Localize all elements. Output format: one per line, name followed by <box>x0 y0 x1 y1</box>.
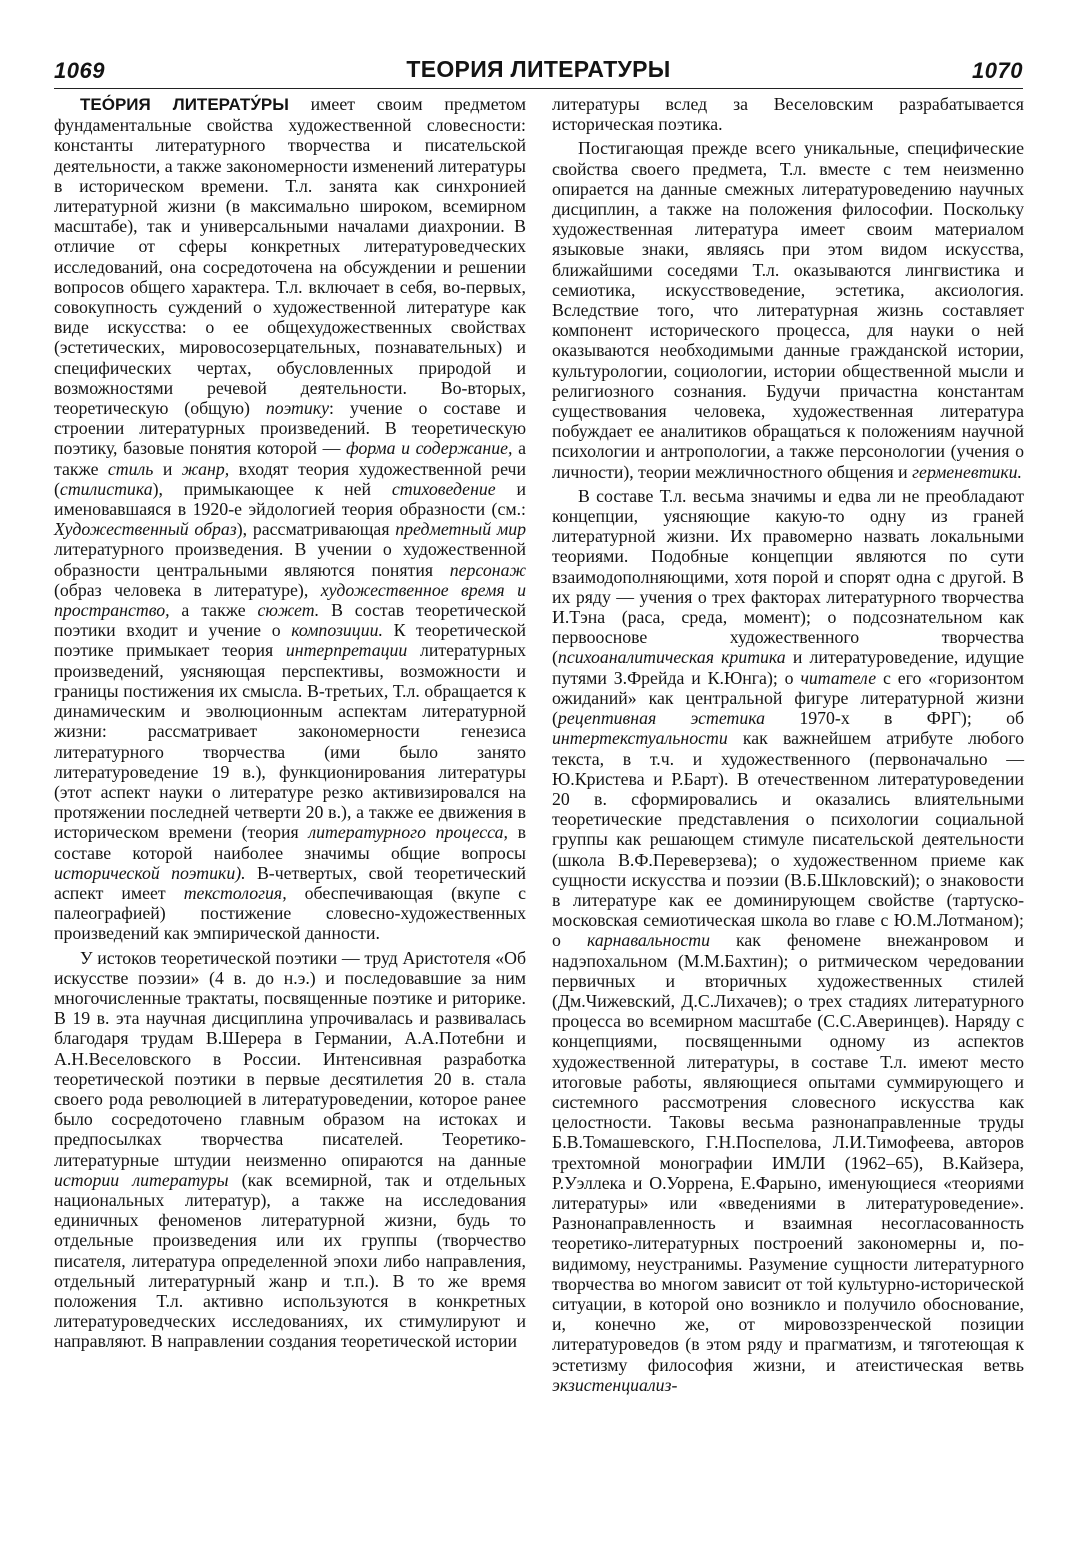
text: а также <box>54 438 526 479</box>
text: Постигающая прежде всего уникальные, специфические свойства своего предмета, Т.л. вместе с тем неизменно опирается на данные смежных литературоведению научных дисциплин, а также на положения философии. Поскольку художественная литература имеет своим материалом языковые знаки, являясь при этом видом искусства, ближайшими соседями Т.л. оказываются лингвистика и семиотика, искусствоведение, эстетика, аксиология. Вследствие того, что литературная жизнь составляет компонент исторического процесса, для науки о ней оказываются необходимыми данные гражданской истории, культурологии, социологии, истории общественной мысли и религиозного сознания. Будучи причастна константам существования человека, художественная литература побуждает ее аналитиков обращаться к положениям научной психологии и антропологии, а также персонологии (учения о личности), теории межличностного общения и <box>552 138 1024 482</box>
term-link[interactable]: предметный мир <box>395 519 526 540</box>
term-link[interactable]: литературного процесса, <box>308 822 508 843</box>
term-link[interactable]: истории литературы <box>54 1169 229 1190</box>
text: (как всемирной, так и отдельных национальных литератур), а также на исследования единичных феноменов литературной жизни, будь то отдельные произведения или их группы (творчество писателя, литература определенной эпохи либо направления, отдельный литературный жанр и т.п.). В то же время положения Т.л. активно используются в конкретных литературоведческих исследованиях, их стимулируют и направляют. В направлении создания теоретической истории <box>54 1169 527 1352</box>
text: имеет своим предметом фундаментальные свойства художественной словесности: константы литературного творчества и писательской деятельности, а также закономерности изменений литературы в историческом времени. Т.л. занята как синхронией литературной жизни (в максимально широком, всемирном масштабе), так и универсальными началами диахронии. В отличие от сферы конкретных литературоведческих исследований, она сосредоточена на обсуждении и решении вопросов общего характера. Т.л. включает в себя, во-первых, совокупность суждений о художественной литературе как виде искусства: о ее общехудожественных свойствах (эстетических, мировосозерцательных, познавательных) и специфических чертах, обусловленных природой и возможностями речевой деятельности. Во-вторых, теоретическую (общую) <box>54 94 526 419</box>
text: 1970-х в ФРГ); об <box>765 708 1025 729</box>
text: литературных произведений, уясняющая перспективы, возможности и границы постижения их смысла. В-третьих, Т.л. обращается к динамическим и эволюционным аспектам литературной жизни: рассматривает закономерности генезиса литературного творчества (ими было занято литературоведение 19 в.), функционирования литературы (этот аспект науки о литературе резко активизировался на протяжении последней четверти 20 в.), а также ее движения в историческом времени (теория <box>54 640 526 843</box>
text: и <box>153 458 182 479</box>
term-link[interactable]: стиховедение <box>391 478 496 499</box>
text: В состав теоретической поэтики входит и учение о <box>54 600 526 641</box>
term-link[interactable]: интерпретации <box>285 640 408 661</box>
text: в составе которой наиболее значимы общие вопросы <box>54 822 527 863</box>
term-link[interactable]: стиль <box>107 458 154 479</box>
term-link[interactable]: текстология, <box>183 882 287 903</box>
paragraph-definition <box>54 94 526 944</box>
paragraph-local-theories <box>552 486 1024 1395</box>
term-link[interactable]: герменевтики. <box>912 461 1023 482</box>
text: обеспечивающая (вкупе с палеографией) постижение словесно-художественных произведений как эмпирической данности. <box>54 882 526 944</box>
term-link[interactable]: композиции. <box>291 620 383 641</box>
text: ), рассматривающая <box>236 519 396 540</box>
term-link[interactable]: жанр, <box>181 458 230 479</box>
text: литературного произведения. В учении о художественной образности центральными являются понятия <box>54 539 526 580</box>
term-link[interactable]: поэтику <box>265 398 329 419</box>
right-column <box>552 94 1024 1399</box>
term-link[interactable]: интертекстуальности <box>552 728 728 749</box>
left-column <box>54 94 526 1356</box>
text: В составе Т.л. весьма значимы и едва ли не преобладают концепции, уясняющие какую-то одну из граней литературной жизни. Их правомерно назвать локальными теориями. Подобные концепции являются по сути взаимодополняющими, хотя порой и спорят одна с другой. В их ряду — учения о трех факторах литературного творчества И.Тэна (раса, среда, момент); о подсознательном как первооснове художественного творчества ( <box>552 485 1024 668</box>
paragraph-related-disciplines <box>552 138 1024 481</box>
text: К теоретической поэтике примыкает теория <box>54 620 526 661</box>
text: и именовавшаяся в 1920-е эйдологией теория образности (см.: <box>54 478 526 520</box>
text: с его «горизонтом ожиданий» как центральной фигуре литературной жизни ( <box>552 667 1024 729</box>
running-title: ТЕОРИЯ ЛИТЕРАТУРЫ <box>406 56 671 82</box>
term-link[interactable]: карнавальности <box>586 930 710 951</box>
term-link[interactable]: стилистика <box>59 478 153 499</box>
term-link[interactable]: сюжет. <box>257 600 320 621</box>
term-link[interactable]: художественное время и пространство, <box>54 579 526 621</box>
term-link[interactable]: персонаж <box>449 559 526 580</box>
page-number-left: 1069 <box>54 58 105 83</box>
text: а также <box>169 600 258 621</box>
header-rule <box>54 88 1023 89</box>
text: (образ человека в литературе), <box>54 579 321 600</box>
text: : учение о составе и строении литературных произведений. В теоретическую поэтику, базовые понятия которой — <box>54 398 526 459</box>
term-link[interactable]: Художественный образ <box>54 519 237 540</box>
page-number-right: 1070 <box>972 58 1023 83</box>
term-link[interactable]: читателе <box>800 667 877 688</box>
term-link[interactable]: экзистенциализ- <box>552 1374 678 1395</box>
text: как важнейшем атрибуте любого текста, в т.ч. и художественного (первоначально — Ю.Кристева и Р.Барт). В отечественном литературоведении 20 в. сформировались и оказались влиятельными теоретические представления о психологии социальной группы как решающем стимуле писательской деятельности (школа В.Ф.Переверзева); о художественном приеме как сущности искусства и поэзии (В.Б.Шкловский); о знаковости в литературе как ее доминирующем свойстве (тартуско-московская семиотическая школа во главе с Ю.М.Лотманом); о <box>552 728 1024 951</box>
paragraph-continued <box>552 94 1024 134</box>
term-link[interactable]: психоаналитическая критика <box>557 647 786 668</box>
text: литературы вслед за Веселовским разрабатывается историческая поэтика. <box>552 94 1024 135</box>
text: входят теория художественной речи ( <box>54 458 526 499</box>
text: ), примыкающее к ней <box>152 478 392 499</box>
paragraph-history <box>54 948 526 1352</box>
term-link[interactable]: форма и содержание, <box>345 438 513 459</box>
text: как феномене внежанровом и надэпохальном (М.М.Бахтин); о ритмическом чередовании первичных и вторичных художественных стилей (Дм.Чижевский, Д.С.Лихачев); о трех стадиях литературного процесса во всемирном масштабе (С.С.Аверинцев). Наряду с концепциями, посвященными одному из аспектов художественной литературы, в составе Т.л. имеют место итоговые работы, являющиеся опытами суммирующего и системного рассмотрения словесного искусства как целостности. Таковы весьма разнонаправленные труды Б.В.Томашевского, Г.Н.Поспелова, Л.И.Тимофеева, авторов трехтомной монографии ИМЛИ (1962–65), В.Кайзера, Р.Уэллека и О.Уоррена, Е.Фарыно, именующиеся «теориями литературы» или «введениями в литературоведение». Разнонаправленность и взаимная несогласованность теоретико-литературных построений закономерны и, по-видимому, неустранимы. Разумение сущности литературного творчества во многом зависит от той культурно-исторической ситуации, в которой оно возникло и получило обоснование, и, конечно же, от мировоззренческой позиции литературоведов (в этом ряду и прагматизм, и тяготеющая к эстетизму философия жизни, и атеистическая ветвь <box>552 930 1024 1375</box>
term-link[interactable]: исторической поэтики). <box>54 862 246 883</box>
text: У истоков теоретической поэтики — труд Аристотеля «Об искусстве поэзии» (4 в. до н.э.) и последовавшие за ним многочисленные трактаты, посвященные поэтике и риторике. В 19 в. эта научная дисциплина упрочивалась и развивалась благодаря трудам В.Шерера в Германии, А.А.Потебни и А.Н.Веселовского в России. Интенсивная разработка теоретической поэтики в первые десятилетия 20 в. стала своего рода революцией в литературоведении, которое ранее было сосредоточено главным образом на истоках и предпосылках творчества писателей. Теоретико-литературные штудии неизменно опираются на данные <box>54 947 526 1170</box>
text: В-четвертых, свой теоретический аспект имеет <box>54 862 526 903</box>
term-link[interactable]: рецептивная эстетика <box>557 708 766 729</box>
entry-lemma: ТЕО́РИЯ ЛИТЕРАТУ́РЫ <box>80 95 289 114</box>
text: и литературоведение, идущие путями З.Фрейда и К.Юнга); о <box>552 647 1024 688</box>
page-header <box>54 52 1023 92</box>
